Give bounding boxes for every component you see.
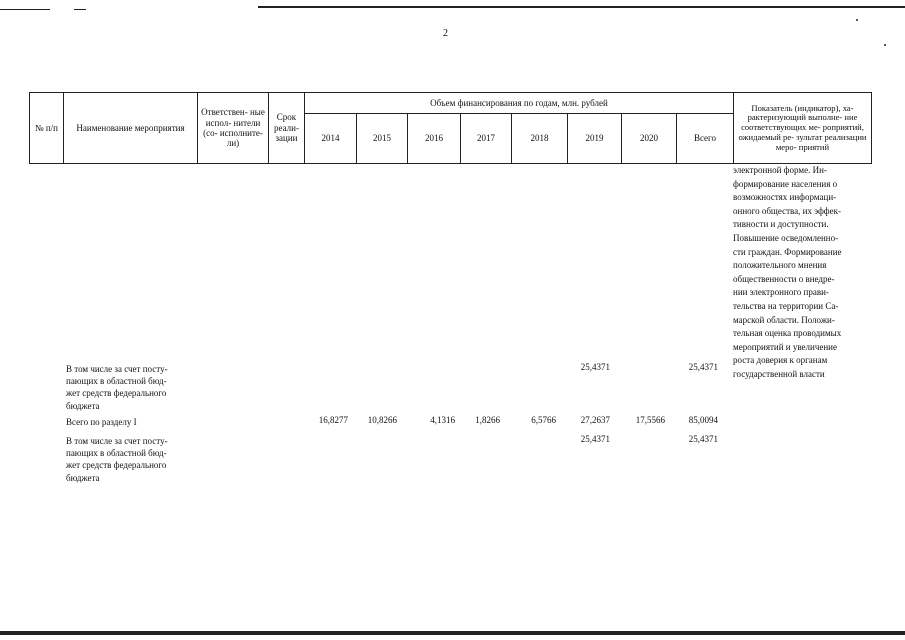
header-term: Срок реали- зации — [269, 93, 305, 164]
indicator-line: электронной форме. Ин- — [733, 165, 827, 175]
header-executors: Ответствен- ные испол- нители (со- исполните- ли) — [198, 93, 269, 164]
row-label-line: В том числе за счет посту- — [66, 436, 168, 446]
row-total-2016: 4,1316 — [430, 415, 455, 425]
indicator-line: государственной власти — [733, 368, 825, 379]
row-label-line: пающих в областной бюд- — [66, 376, 167, 387]
row-total-2014: 16,8277 — [318, 415, 348, 425]
row-federal2-total: 25,4371 — [688, 434, 718, 444]
row-label-line: Всего по разделу I — [66, 417, 137, 427]
row-label-line: пающих в областной бюд- — [66, 448, 167, 459]
bottom-rule — [0, 631, 905, 635]
row-total-2020: 17,5566 — [635, 415, 665, 425]
indicator-line: онного общества, их эффек- — [733, 205, 841, 216]
top-left-rule — [0, 9, 50, 10]
row-label-line: бюджета — [66, 400, 100, 411]
row-total-all: 85,0094 — [688, 415, 718, 425]
header-year-2014: 2014 — [305, 114, 357, 164]
header-total: Всего — [677, 114, 734, 164]
row-federal-label — [66, 363, 206, 412]
indicator-line: нии электронного прави- — [733, 287, 829, 298]
row-federal-2019: 25,4371 — [580, 362, 610, 372]
row-total-2015: 10,8266 — [367, 415, 397, 425]
scan-dot — [884, 44, 886, 46]
header-year-2020: 2020 — [622, 114, 677, 164]
scan-dot — [856, 19, 858, 21]
row-federal-label-2 — [66, 435, 206, 484]
indicator-text — [733, 164, 867, 382]
indicator-line: формирование населения о — [733, 178, 838, 189]
row-federal-total: 25,4371 — [688, 362, 718, 372]
row-section-total-label — [66, 416, 206, 428]
indicator-line: сти граждан. Формирование — [733, 246, 842, 257]
header-year-2017: 2017 — [461, 114, 512, 164]
indicator-line: роста доверия к органам — [733, 355, 828, 366]
header-name: Наименование мероприятия — [64, 93, 198, 164]
indicator-line: Повышение осведомленно- — [733, 232, 839, 243]
page-number: 2 — [443, 28, 448, 39]
row-total-2017: 1,8266 — [475, 415, 500, 425]
header-year-2018: 2018 — [512, 114, 568, 164]
indicator-line: положительного мнения — [733, 260, 827, 271]
row-total-2019: 27,2637 — [580, 415, 610, 425]
header-funding: Объем финансирования по годам, млн. рублей — [305, 93, 734, 114]
header-year-2016: 2016 — [408, 114, 461, 164]
row-label-line: жет средств федерального — [66, 460, 167, 471]
header-indicator: Показатель (индикатор), ха- рактеризующий выполне- ние соответствующих ме- роприятий, ожидаемый ре- зультат реализации меро- приятий — [734, 93, 872, 164]
row-label-line: В том числе за счет посту- — [66, 364, 168, 374]
indicator-line: марской области. Положи- — [733, 314, 835, 325]
row-federal2-2019: 25,4371 — [580, 434, 610, 444]
indicator-line: тивности и доступности. — [733, 219, 829, 230]
indicator-line: возможностях информаци- — [733, 192, 837, 203]
top-rule-short — [74, 9, 86, 10]
indicator-line: тельства на территории Са- — [733, 300, 839, 311]
row-label-line: жет средств федерального — [66, 388, 167, 399]
indicator-line: тельная оценка проводимых — [733, 328, 842, 339]
header-number: № п/п — [30, 93, 64, 164]
indicator-line: мероприятий и увеличение — [733, 341, 837, 352]
row-label-line: бюджета — [66, 472, 100, 483]
header-year-2015: 2015 — [357, 114, 408, 164]
header-year-2019: 2019 — [568, 114, 622, 164]
top-right-rule — [258, 6, 905, 8]
indicator-line: общественности о внедре- — [733, 273, 835, 284]
row-total-2018: 6,5766 — [531, 415, 556, 425]
funding-table-header — [29, 92, 872, 164]
